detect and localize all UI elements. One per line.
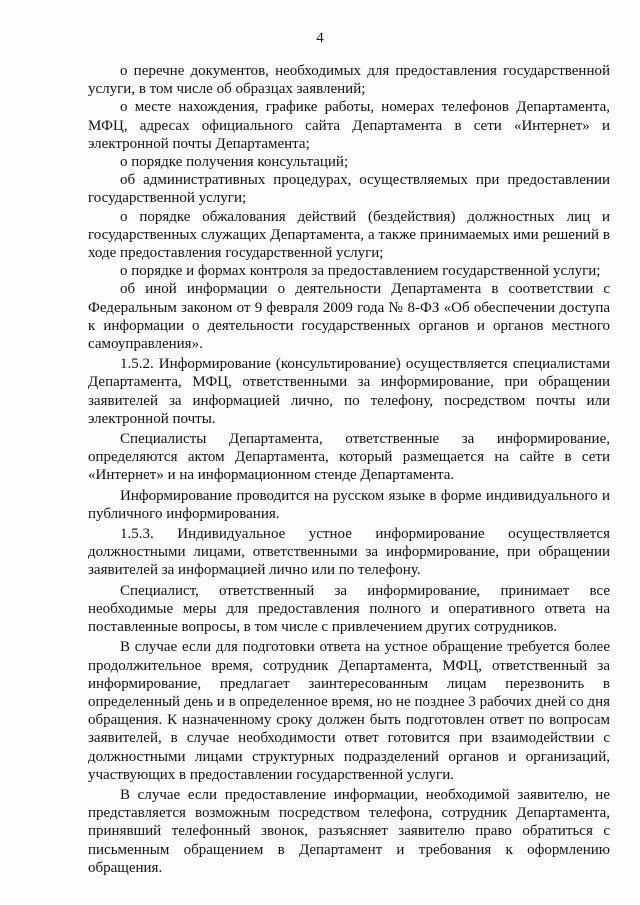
paragraph-specialists: Специалисты Департамента, ответственные за информирование, определяются актом Департамента, который размещается на сайте в сети «Интернет» и на информационном стенде Департамента.: [88, 431, 610, 484]
paragraph-longer-time: В случае если для подготовки ответа на устное обращение требуется более продолжительное время, сотрудник Департамента, МФЦ, ответственный за информирование, предлагает заинтересованным лицам перезвонить в определенный день и в определенное время, но не позднее 3 рабочих дней со дня обращения. К назначенному сроку должен быть подготовлен ответ по вопросам заявителей, в случае необходимости ответ готовится при взаимодействии с должностными лицами структурных подразделений органов и организаций, участвующих в предоставлении государственной услуги.: [88, 639, 610, 783]
paragraph-other-info: об иной информации о деятельности Департамента в соответствии с Федеральным законом от 9 февраля 2009 года № 8-ФЗ «Об обеспечении доступа к информации о деятельности государственных органов и органов местного самоуправления».: [88, 281, 610, 353]
paragraph-written-appeal: В случае если предоставление информации, необходимой заявителю, не представляется возможным посредством телефона, сотрудник Департамента, принявший телефонный звонок, разъясняет заявителю право обратиться с письменным обращением в Департамент и требования к оформлению обращения.: [88, 786, 610, 876]
paragraph-admin-procedures: об административных процедурах, осуществляемых при предоставлении государственной услуги;: [88, 172, 610, 207]
paragraph-appeal-procedure: о порядке обжалования действий (бездействия) должностных лиц и государственных служащих Департамента, а также принимаемых ими решений в ходе предоставления государственной услуги;: [88, 208, 610, 262]
page-number: 4: [316, 30, 324, 46]
paragraph-1-5-3: 1.5.3. Индивидуальное устное информирование осуществляется должностными лицами, ответственными за информирование, при обращении заявителей за информацией лично или по телефону.: [88, 526, 610, 579]
paragraph-control-forms: о порядке и формах контроля за предоставлением государственной услуги;: [120, 263, 601, 280]
document-body: [88, 62, 610, 877]
paragraph-location-info: о месте нахождения, графике работы, номерах телефонов Департамента, МФЦ, адресах официального сайта Департамента в сети «Интернет» и электронной почты Департамента;: [88, 99, 610, 152]
paragraph-language: Информирование проводится на русском языке в форме индивидуального и публичного информирования.: [88, 487, 610, 522]
paragraph-1-5-2: 1.5.2. Информирование (консультирование) осуществляется специалистами Департамента, МФЦ, ответственными за информирование, при обращении заявителей за информацией лично, по телефону, посредством почты или электронной почты.: [88, 356, 610, 427]
paragraph-specialist-measures: Специалист, ответственный за информирование, принимает все необходимые меры для предоставления полного и оперативного ответа на поставленные вопросы, в том числе с привлечением других сотрудников.: [88, 582, 610, 636]
paragraph-consultations: о порядке получения консультаций;: [120, 154, 349, 171]
paragraph-documents-list: о перечне документов, необходимых для предоставления государственной услуги, в том числе об образцах заявлений;: [88, 63, 610, 98]
